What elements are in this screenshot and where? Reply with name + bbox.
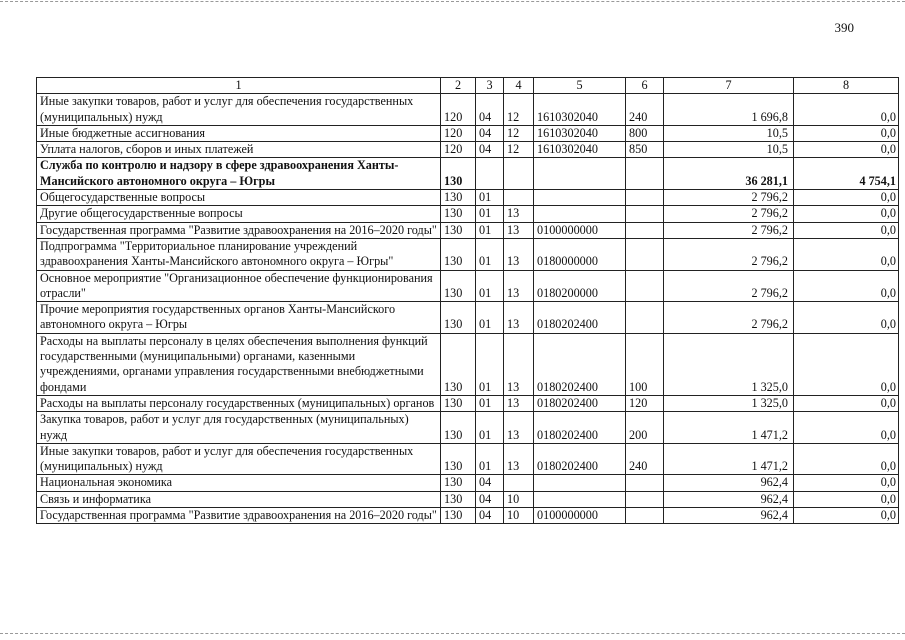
scan-edge-bottom: [0, 633, 905, 634]
cell-admin-code: 130: [441, 190, 476, 206]
cell-expense-type: 120: [626, 395, 664, 411]
cell-target-article: 0180202400: [534, 302, 626, 334]
cell-section: 01: [476, 270, 504, 302]
cell-amount: 1 325,0: [664, 333, 794, 395]
cell-name: Общегосударственные вопросы: [37, 190, 441, 206]
cell-name: Другие общегосударственные вопросы: [37, 206, 441, 222]
cell-name: Расходы на выплаты персоналу государственных (муниципальных) органов: [37, 395, 441, 411]
cell-subsection: 12: [504, 94, 534, 126]
cell-target-article: [534, 190, 626, 206]
cell-amount-subventions: 0,0: [794, 206, 899, 222]
cell-target-article: 0180202400: [534, 333, 626, 395]
header-cell-3: 3: [476, 78, 504, 94]
cell-target-article: 0180202400: [534, 412, 626, 444]
cell-admin-code: 130: [441, 158, 476, 190]
cell-expense-type: [626, 190, 664, 206]
cell-subsection: 10: [504, 491, 534, 507]
table-row: [37, 508, 899, 524]
cell-name: Подпрограмма "Территориальное планирование учреждений здравоохранения Ханты-Мансийского автономного округа – Югры": [37, 238, 441, 270]
cell-expense-type: [626, 158, 664, 190]
cell-section: [476, 158, 504, 190]
cell-target-article: [534, 491, 626, 507]
cell-admin-code: 130: [441, 206, 476, 222]
cell-name: Национальная экономика: [37, 475, 441, 491]
header-cell-8: 8: [794, 78, 899, 94]
cell-amount: 962,4: [664, 508, 794, 524]
cell-expense-type: [626, 270, 664, 302]
cell-subsection: 12: [504, 142, 534, 158]
cell-amount: 2 796,2: [664, 190, 794, 206]
cell-expense-type: [626, 508, 664, 524]
cell-section: 01: [476, 206, 504, 222]
cell-admin-code: 130: [441, 443, 476, 475]
cell-section: 04: [476, 94, 504, 126]
cell-admin-code: 130: [441, 302, 476, 334]
cell-name: Государственная программа "Развитие здравоохранения на 2016–2020 годы": [37, 222, 441, 238]
page-number: 390: [834, 20, 854, 35]
table-row: [37, 206, 899, 222]
cell-section: 01: [476, 443, 504, 475]
cell-amount-subventions: 0,0: [794, 302, 899, 334]
header-cell-2: 2: [441, 78, 476, 94]
cell-section: 04: [476, 125, 504, 141]
cell-amount: 2 796,2: [664, 238, 794, 270]
cell-subsection: 13: [504, 412, 534, 444]
cell-target-article: [534, 206, 626, 222]
cell-amount-subventions: 0,0: [794, 142, 899, 158]
table-row: [37, 270, 899, 302]
cell-amount: 1 325,0: [664, 395, 794, 411]
header-cell-4: 4: [504, 78, 534, 94]
cell-section: 01: [476, 412, 504, 444]
cell-section: 01: [476, 302, 504, 334]
table-row: [37, 94, 899, 126]
header-cell-1: 1: [37, 78, 441, 94]
cell-target-article: [534, 475, 626, 491]
cell-target-article: 0100000000: [534, 222, 626, 238]
cell-target-article: 0180200000: [534, 270, 626, 302]
cell-name: Связь и информатика: [37, 491, 441, 507]
cell-target-article: 0180202400: [534, 443, 626, 475]
table-row: [37, 475, 899, 491]
cell-subsection: [504, 158, 534, 190]
cell-amount-subventions: 0,0: [794, 94, 899, 126]
cell-amount-subventions: 0,0: [794, 475, 899, 491]
table-row: [37, 222, 899, 238]
cell-target-article: 0100000000: [534, 508, 626, 524]
cell-subsection: 12: [504, 125, 534, 141]
cell-name: Закупка товаров, работ и услуг для государственных (муниципальных) нужд: [37, 412, 441, 444]
cell-section: 01: [476, 238, 504, 270]
cell-name: Основное мероприятие "Организационное обеспечение функционирования отрасли": [37, 270, 441, 302]
cell-section: 01: [476, 222, 504, 238]
cell-amount: 2 796,2: [664, 206, 794, 222]
cell-admin-code: 120: [441, 125, 476, 141]
table-row: [37, 333, 899, 395]
table-row: [37, 125, 899, 141]
cell-target-article: 1610302040: [534, 125, 626, 141]
cell-amount-subventions: 0,0: [794, 190, 899, 206]
header-cell-7: 7: [664, 78, 794, 94]
cell-target-article: 1610302040: [534, 94, 626, 126]
cell-name: Иные закупки товаров, работ и услуг для обеспечения государственных (муниципальных) нужд: [37, 443, 441, 475]
cell-subsection: 13: [504, 333, 534, 395]
cell-admin-code: 130: [441, 412, 476, 444]
cell-amount: 1 696,8: [664, 94, 794, 126]
cell-section: 01: [476, 333, 504, 395]
cell-amount: 2 796,2: [664, 270, 794, 302]
header-cell-5: 5: [534, 78, 626, 94]
cell-subsection: 13: [504, 238, 534, 270]
cell-subsection: 13: [504, 222, 534, 238]
cell-section: 04: [476, 508, 504, 524]
cell-admin-code: 130: [441, 333, 476, 395]
table-row: [37, 190, 899, 206]
cell-expense-type: 100: [626, 333, 664, 395]
cell-amount: 2 796,2: [664, 302, 794, 334]
cell-admin-code: 130: [441, 491, 476, 507]
table-header-row: [37, 78, 899, 94]
cell-section: 04: [476, 142, 504, 158]
cell-subsection: 13: [504, 395, 534, 411]
table-row: [37, 491, 899, 507]
cell-admin-code: 130: [441, 395, 476, 411]
header-cell-6: 6: [626, 78, 664, 94]
cell-amount: 962,4: [664, 475, 794, 491]
cell-admin-code: 130: [441, 475, 476, 491]
cell-target-article: [534, 158, 626, 190]
cell-amount: 2 796,2: [664, 222, 794, 238]
cell-name: Уплата налогов, сборов и иных платежей: [37, 142, 441, 158]
cell-expense-type: 800: [626, 125, 664, 141]
cell-expense-type: [626, 238, 664, 270]
cell-amount-subventions: 0,0: [794, 222, 899, 238]
cell-target-article: 0180000000: [534, 238, 626, 270]
cell-amount-subventions: 0,0: [794, 443, 899, 475]
cell-name: Прочие мероприятия государственных органов Ханты-Мансийского автономного округа – Югры: [37, 302, 441, 334]
cell-amount-subventions: 0,0: [794, 270, 899, 302]
cell-expense-type: [626, 222, 664, 238]
cell-admin-code: 130: [441, 238, 476, 270]
cell-subsection: 13: [504, 302, 534, 334]
cell-amount-subventions: 0,0: [794, 491, 899, 507]
cell-expense-type: [626, 475, 664, 491]
cell-section: 01: [476, 395, 504, 411]
cell-subsection: [504, 475, 534, 491]
cell-admin-code: 120: [441, 142, 476, 158]
cell-amount: 1 471,2: [664, 443, 794, 475]
cell-expense-type: 850: [626, 142, 664, 158]
cell-expense-type: [626, 206, 664, 222]
cell-amount-subventions: 0,0: [794, 238, 899, 270]
cell-amount: 962,4: [664, 491, 794, 507]
cell-name: Государственная программа "Развитие здравоохранения на 2016–2020 годы": [37, 508, 441, 524]
cell-target-article: 1610302040: [534, 142, 626, 158]
cell-amount-subventions: 0,0: [794, 395, 899, 411]
cell-section: 01: [476, 190, 504, 206]
cell-name: Иные закупки товаров, работ и услуг для обеспечения государственных (муниципальных) нужд: [37, 94, 441, 126]
cell-expense-type: 240: [626, 94, 664, 126]
cell-subsection: [504, 190, 534, 206]
cell-name: Расходы на выплаты персоналу в целях обеспечения выполнения функций государственными (муниципальными) органами, казенными учреждениями, органами управления государственными внебюджетными фондами: [37, 333, 441, 395]
cell-admin-code: 130: [441, 508, 476, 524]
cell-amount-subventions: 0,0: [794, 125, 899, 141]
cell-name: Иные бюджетные ассигнования: [37, 125, 441, 141]
cell-section: 04: [476, 475, 504, 491]
cell-amount: 10,5: [664, 125, 794, 141]
cell-target-article: 0180202400: [534, 395, 626, 411]
cell-admin-code: 120: [441, 94, 476, 126]
cell-admin-code: 130: [441, 270, 476, 302]
table-row: [37, 443, 899, 475]
table-row: [37, 238, 899, 270]
cell-name: Служба по контролю и надзору в сфере здравоохранения Ханты-Мансийского автономного округа – Югры: [37, 158, 441, 190]
cell-amount: 1 471,2: [664, 412, 794, 444]
cell-amount-subventions: 0,0: [794, 412, 899, 444]
cell-amount-subventions: 0,0: [794, 508, 899, 524]
table-row: [37, 158, 899, 190]
scan-edge-top: [0, 1, 905, 2]
cell-subsection: 13: [504, 206, 534, 222]
cell-expense-type: [626, 302, 664, 334]
cell-amount-subventions: 0,0: [794, 333, 899, 395]
cell-section: 04: [476, 491, 504, 507]
cell-subsection: 13: [504, 443, 534, 475]
cell-amount: 10,5: [664, 142, 794, 158]
budget-table: [36, 77, 899, 524]
cell-expense-type: 240: [626, 443, 664, 475]
cell-expense-type: 200: [626, 412, 664, 444]
cell-amount-subventions: 4 754,1: [794, 158, 899, 190]
cell-expense-type: [626, 491, 664, 507]
cell-amount: 36 281,1: [664, 158, 794, 190]
table-row: [37, 142, 899, 158]
table-row: [37, 302, 899, 334]
cell-admin-code: 130: [441, 222, 476, 238]
table-row: [37, 412, 899, 444]
cell-subsection: 13: [504, 270, 534, 302]
table-row: [37, 395, 899, 411]
cell-subsection: 10: [504, 508, 534, 524]
